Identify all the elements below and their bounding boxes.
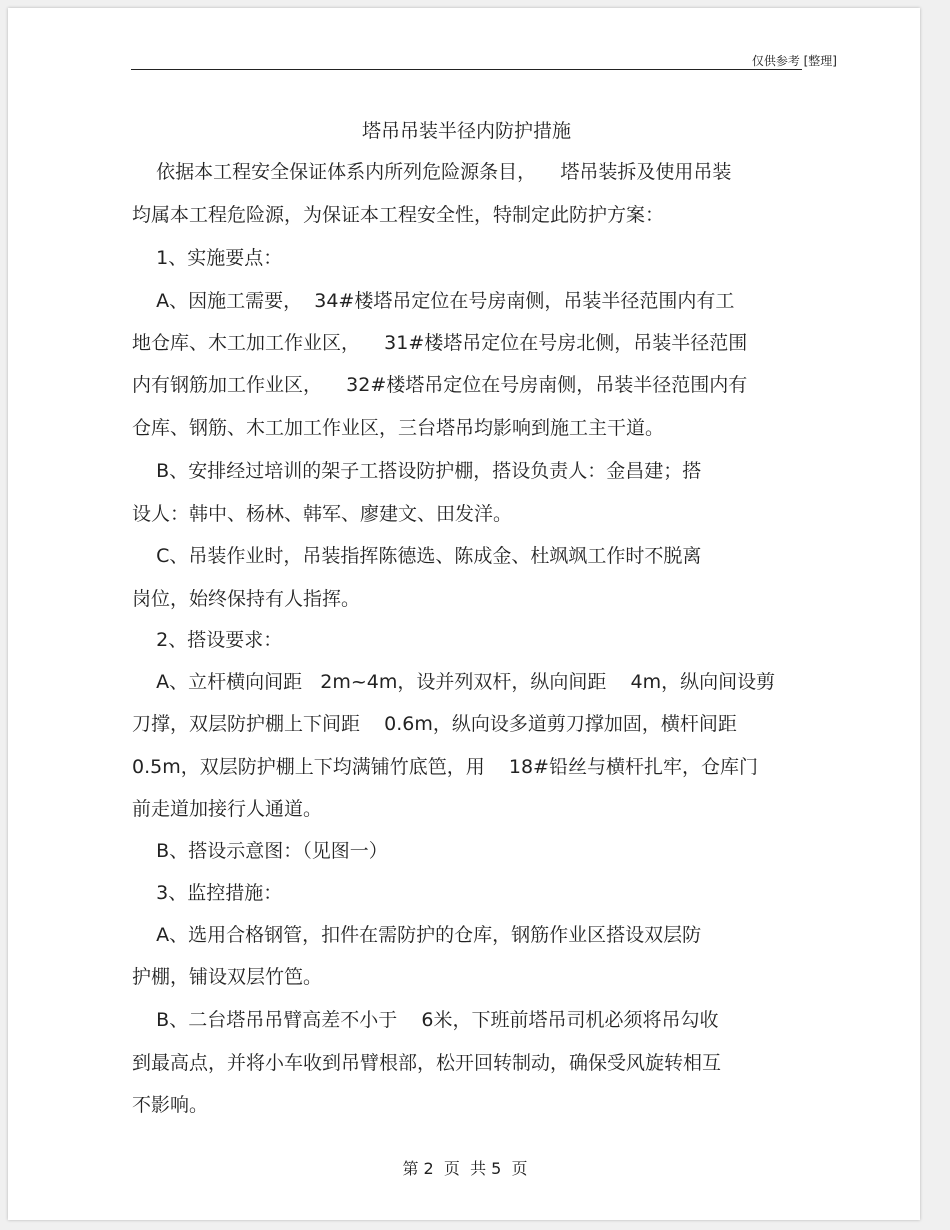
body-line: B、二台塔吊吊臂高差不小于 6米，下班前塔吊司机必须将吊勾收 [132, 1009, 719, 1031]
body-line: 0.5m，双层防护棚上下均满铺竹底笆，用 18#铅丝与横杆扎牢，仓库门 [132, 756, 758, 778]
header-rule [131, 69, 802, 70]
page-number: 第 2 页 共 5 页 [402, 1159, 528, 1178]
body-line: 护棚，铺设双层竹笆。 [132, 966, 323, 988]
body-line: B、安排经过培训的架子工搭设防护棚，搭设负责人：金昌建；搭 [132, 460, 702, 482]
body-line: 前走道加接行人通道。 [132, 798, 323, 820]
document-title: 塔吊吊装半径内防护措施 [361, 120, 571, 142]
body-line: A、立杆横向间距 2m~4m，设并列双杆，纵向间距 4m，纵向间设剪 [132, 671, 776, 693]
body-line: 岗位，始终保持有人指挥。 [132, 588, 361, 610]
document-page [8, 8, 920, 1220]
section-heading: 1、实施要点： [132, 247, 283, 269]
body-line: A、选用合格钢管，扣件在需防护的仓库，钢筋作业区搭设双层防 [132, 924, 702, 946]
body-line: 刀撑，双层防护棚上下间距 0.6m，纵向设多道剪刀撑加固，横杆间距 [132, 713, 737, 735]
body-line: 到最高点，并将小车收到吊臂根部，松开回转制动，确保受风旋转相互 [132, 1052, 722, 1074]
body-line: 内有钢筋加工作业区， 32#楼塔吊定位在号房南侧，吊装半径范围内有 [132, 374, 748, 396]
body-line: A、因施工需要， 34#楼塔吊定位在号房南侧，吊装半径范围内有工 [132, 290, 735, 312]
section-heading: 3、监控措施： [132, 882, 283, 904]
body-line: 依据本工程安全保证体系内所列危险源条目， 塔吊装拆及使用吊装 [132, 161, 732, 183]
section-heading: 2、搭设要求： [132, 629, 283, 651]
body-line: B、搭设示意图：（见图一） [132, 840, 388, 862]
body-line: 设人：韩中、杨林、韩军、廖建文、田发洋。 [132, 503, 513, 525]
body-line: C、吊装作业时，吊装指挥陈德选、陈成金、杜飒飒工作时不脱离 [132, 545, 702, 567]
body-line: 均属本工程危险源，为保证本工程安全性，特制定此防护方案： [132, 204, 665, 226]
body-line: 地仓库、木工加工作业区， 31#楼塔吊定位在号房北侧，吊装半径范围 [132, 332, 748, 354]
header-note: 仅供参考 [整理] [751, 54, 837, 68]
body-line: 不影响。 [132, 1094, 209, 1116]
body-line: 仓库、钢筋、木工加工作业区，三台塔吊均影响到施工主干道。 [132, 417, 665, 439]
